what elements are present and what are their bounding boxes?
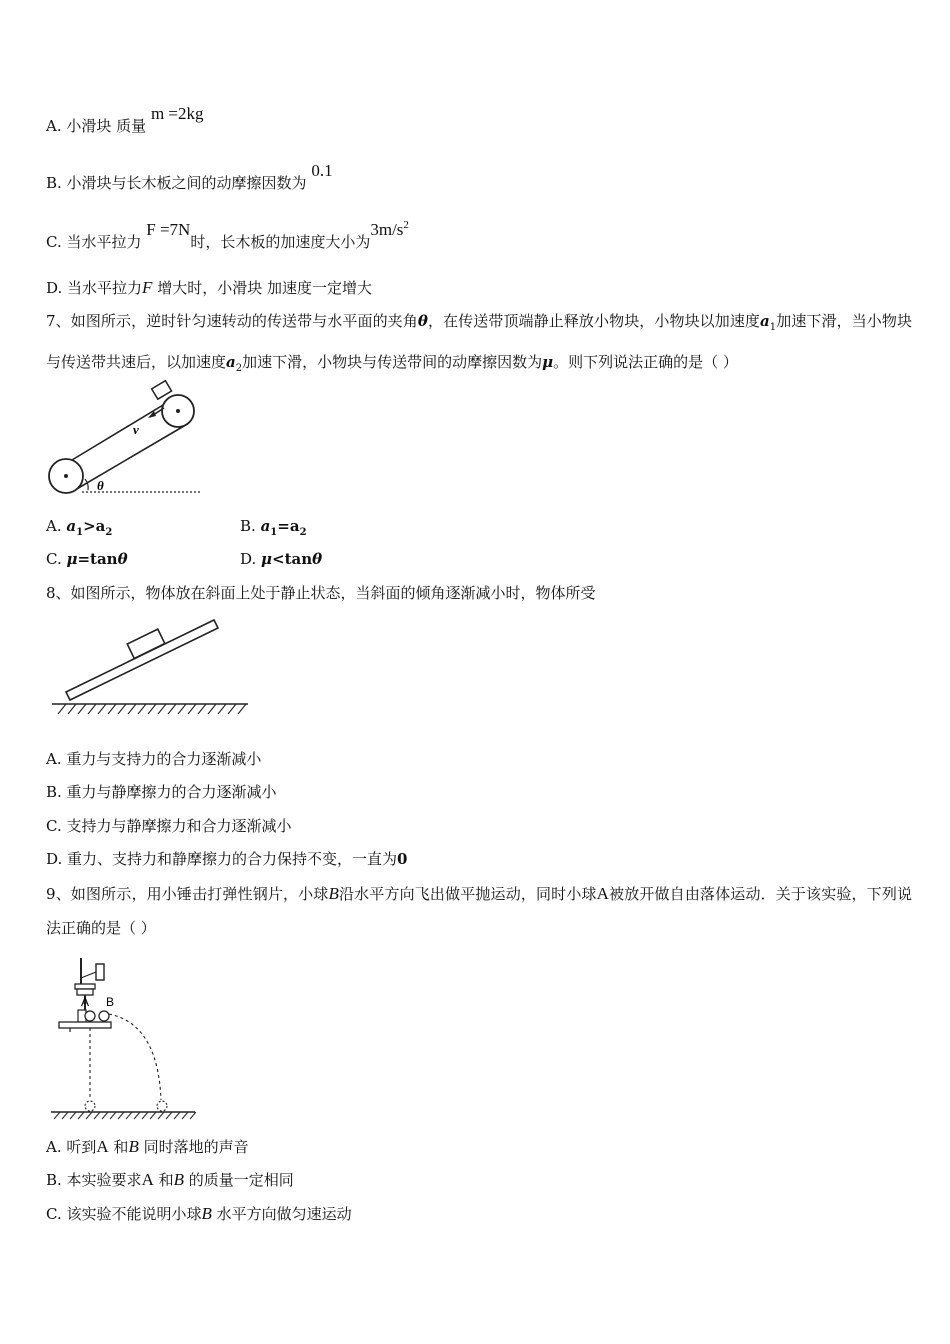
q9-projectile-figure [48,952,198,1124]
q7-option-a: A. $a_1>a_2$ [46,517,113,538]
q7-options-row-1 [46,516,307,543]
ball-b-label: B [106,995,115,1009]
q6-option-a-text-2: 质量 [111,117,147,135]
conveyor-belt-bottom [75,426,184,490]
ground-hatching [58,704,246,714]
stand-platform [59,1022,111,1028]
q6-option-b-text: B. 小滑块与长木板之间的动摩擦因数为 [46,174,307,192]
q7-option-c: C. μ=tanθ [46,550,128,568]
q7-stem: 7、如图所示，逆时针匀速转动的传送带与水平面的夹角θ，在传送带顶端静止释放小物块，小物块以加速度$a_1$加速下滑，当小物块与传送带共速后，以加速度$a_2$加速下滑，小物块与传送带间的动摩擦因数为μ。则下列说法正确的是（ ） [46,312,912,374]
q6-option-d-text-2: 增大时，小滑块 [152,279,263,297]
spring-steel-piece [75,984,95,989]
ball-a-label: A [81,995,90,1009]
q9-option-a: A. 听到A 和B 同时落地的声音 [46,1137,249,1156]
theta-label: θ [97,478,104,493]
ball-a [85,1011,95,1021]
q6-option-c-text-2: 时，长木板的加速度大小为 [190,233,371,251]
ball-a-landing [85,1101,95,1111]
q6-option-a-formula: m =2kg [150,104,204,123]
q8-option-b: B. 重力与静摩擦力的合力逐渐减小 [46,783,277,801]
q8-stem: 8、如图所示，物体放在斜面上处于静止状态，当斜面的倾角逐渐减小时，物体所受 [46,584,596,602]
q8-option-c: C. 支持力与静摩擦力和合力逐渐减小 [46,817,292,835]
q8-incline-figure [50,616,252,718]
q7-option-b: B. $a_1=a_2$ [240,517,307,538]
incline-board [66,620,218,700]
conveyor-block [152,381,172,400]
q6-option-a [46,104,204,136]
q6-option-c-formula-f: F =7N [146,220,191,239]
q6-option-d-formula: F [142,278,153,297]
q6-option-a-text: A. 小滑块 [46,117,112,135]
q6-option-d-text-3: 加速度一定增大 [262,279,372,297]
q8-option-d: D. 重力、支持力和静摩擦力的合力保持不变，一直为0 [46,850,408,868]
q7-options-row-2 [46,549,323,569]
q6-option-b [46,161,333,193]
q6-option-d-text: D. 当水平拉力 [46,279,143,297]
q6-option-d [46,278,372,298]
q9-option-b: B. 本实验要求A 和B 的质量一定相同 [46,1170,294,1189]
ball-b-landing [157,1101,167,1111]
ball-b [99,1011,109,1021]
q7-option-d: D. μ<tanθ [240,550,323,568]
q8-option-a: A. 重力与支持力的合力逐渐减小 [46,750,262,768]
velocity-label: v [133,422,139,437]
projectile-path [109,1014,161,1100]
q6-option-b-formula: 0.1 [311,161,333,180]
q6-option-c-text: C. 当水平拉力 [46,233,142,251]
q6-option-c [46,219,409,254]
q9-option-c: C. 该实验不能说明小球B 水平方向做匀速运动 [46,1204,352,1223]
q7-conveyor-figure [44,378,214,500]
q9-stem: 9、如图所示，用小锤击打弹性钢片，小球B沿水平方向飞出做平抛运动，同时小球A被放开做自由落体运动．关于该实验，下列说法正确的是（ ） [46,884,912,937]
q6-option-c-formula-a: $3m/s^2$ [370,219,409,239]
hammer-head [96,964,104,980]
